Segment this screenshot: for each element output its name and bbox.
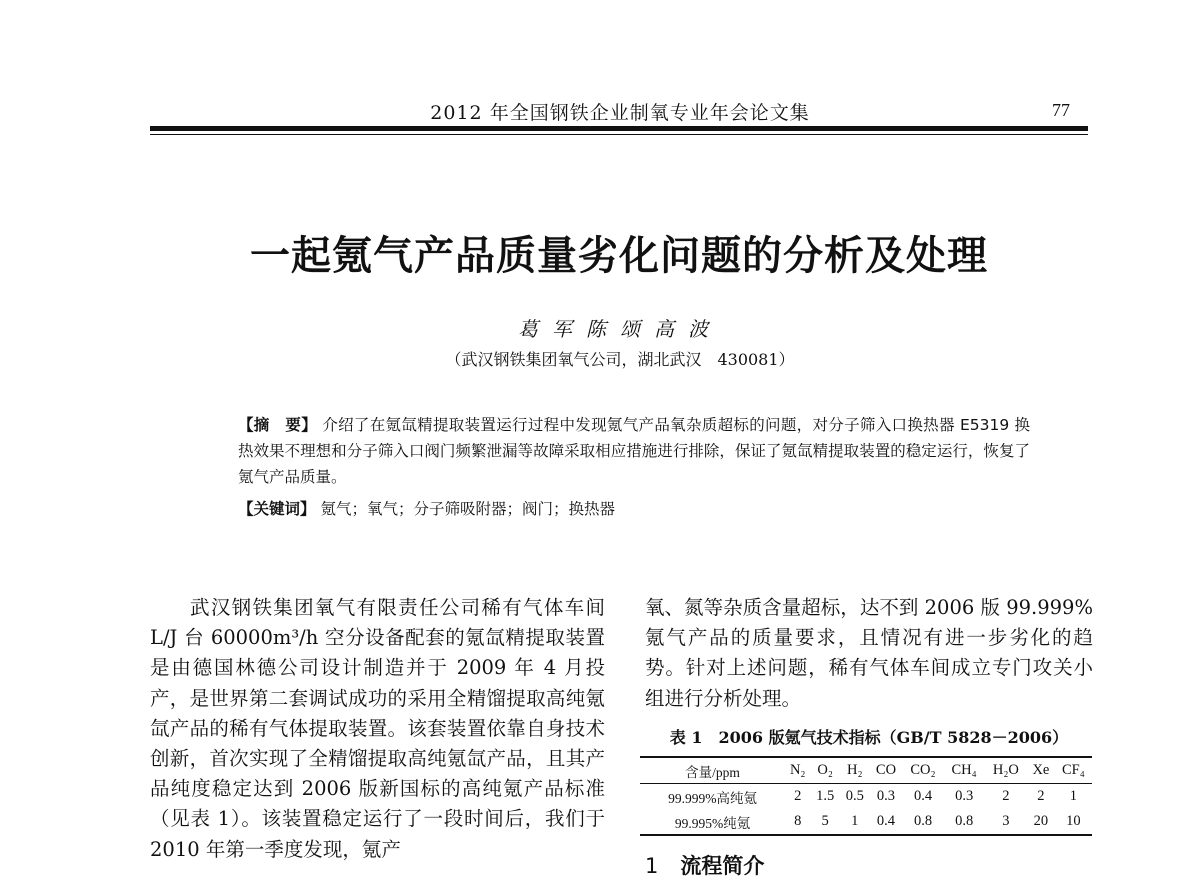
header-rule-thick bbox=[150, 126, 1088, 131]
section-number: 1 bbox=[645, 854, 659, 878]
table-header-cell: CF₄ bbox=[1061, 762, 1085, 778]
author-affiliation: （武汉钢铁集团氧气公司，湖北武汉 430081） bbox=[445, 350, 795, 369]
section-heading bbox=[645, 850, 764, 880]
table-cell: 0.4 bbox=[876, 813, 896, 829]
table-cell: 8 bbox=[794, 813, 802, 829]
keywords bbox=[238, 497, 1018, 519]
table-cell: 20 bbox=[1033, 813, 1049, 829]
table-header-cell: Xe bbox=[1032, 762, 1050, 778]
body-paragraph-continued: 氧、氮等杂质含量超标，达不到 2006 版 99.999% 氪气产品的质量要求，且情况有进一步劣化的趋势。针对上述问题，稀有气体车间成立专门攻关小组进行分析处理。 bbox=[645, 596, 1093, 710]
table-caption: 表 1 2006 版氪气技术指标（GB/T 5828－2006） bbox=[669, 728, 1069, 747]
paper-title: 一起氪气产品质量劣化问题的分析及处理 bbox=[250, 232, 988, 279]
table-cell: 0.3 bbox=[876, 788, 896, 804]
table-cell: 2 bbox=[1002, 788, 1010, 804]
table-cell: 0.4 bbox=[913, 788, 933, 804]
table-header-cell: H₂ bbox=[846, 762, 863, 778]
table-header-cell: H₂O bbox=[992, 762, 1019, 778]
table-cell: 1 bbox=[1069, 788, 1077, 804]
table-cell: 1 bbox=[851, 813, 859, 829]
table-cell: 5 bbox=[821, 813, 829, 829]
body-column-left bbox=[150, 593, 605, 865]
body-column-right bbox=[645, 593, 1093, 714]
table-header-cell: CH₄ bbox=[951, 762, 977, 778]
running-title: 2012 年全国钢铁企业制氧专业年会论文集 bbox=[430, 102, 810, 124]
abstract-label: 【摘 要】 bbox=[238, 416, 318, 434]
table-row bbox=[640, 784, 1092, 810]
body-paragraph: 武汉钢铁集团氧气有限责任公司稀有气体车间 L/J 台 60000m³/h 空分设备配套的氪氙精提取装置是由德国林德公司设计制造并于 2009 年 4 月投产，是世界第二套调试成功的采用全精馏提取高纯氪氙产品的稀有气体提取装置。该套装置依靠自身技术创新，首次实现了全精馏提取高纯氪氙产品，且其产品纯度稳定达到 2006 版新国标的高纯氪产品标准（见表 1）。该装置稳定运行了一段时间后，我们于 2010 年第一季度发现，氪产 bbox=[150, 596, 605, 861]
abstract bbox=[218, 412, 1030, 490]
section-title: 流程简介 bbox=[680, 854, 765, 878]
table-header-cell: N₂ bbox=[789, 762, 806, 778]
table-cell: 0.3 bbox=[955, 788, 974, 804]
keywords-text: 氪气；氧气；分子筛吸附器；阀门；换热器 bbox=[320, 500, 615, 518]
table-header-cell: 含量/ppm bbox=[685, 764, 740, 780]
table-cell: 1.5 bbox=[816, 788, 835, 804]
header-rule-thin bbox=[150, 134, 1088, 135]
table-cell: 2 bbox=[1037, 788, 1045, 804]
table-header-cell: CO bbox=[875, 762, 897, 778]
table-cell: 99.999%高纯氪 bbox=[668, 790, 757, 806]
table-cell: 3 bbox=[1002, 813, 1010, 829]
abstract-text: 介绍了在氪氙精提取装置运行过程中发现氪气产品氧杂质超标的问题，对分子筛入口换热器 E5319 换热效果不理想和分子筛入口阀门频繁泄漏等故障采取相应措施进行排除，保证了氪氙精提取装置的稳定运行，恢复了氪气产品质量。 bbox=[238, 416, 1030, 486]
author-list: 葛军陈颂高波 bbox=[518, 317, 722, 341]
page-number: 77 bbox=[1052, 100, 1070, 120]
table-cell: 0.5 bbox=[845, 788, 864, 804]
table-cell: 0.8 bbox=[955, 813, 974, 829]
table-row bbox=[640, 809, 1092, 835]
table-header-cell: O₂ bbox=[817, 762, 833, 778]
table-cell: 10 bbox=[1066, 813, 1081, 829]
table-cell: 99.995%纯氪 bbox=[674, 815, 751, 831]
specification-table bbox=[640, 756, 1092, 836]
table-header-cell: CO₂ bbox=[910, 762, 936, 778]
table-cell: 2 bbox=[794, 788, 802, 804]
keywords-label: 【关键词】 bbox=[238, 500, 316, 518]
table-cell: 0.8 bbox=[913, 813, 933, 829]
table-header-row bbox=[640, 757, 1092, 784]
